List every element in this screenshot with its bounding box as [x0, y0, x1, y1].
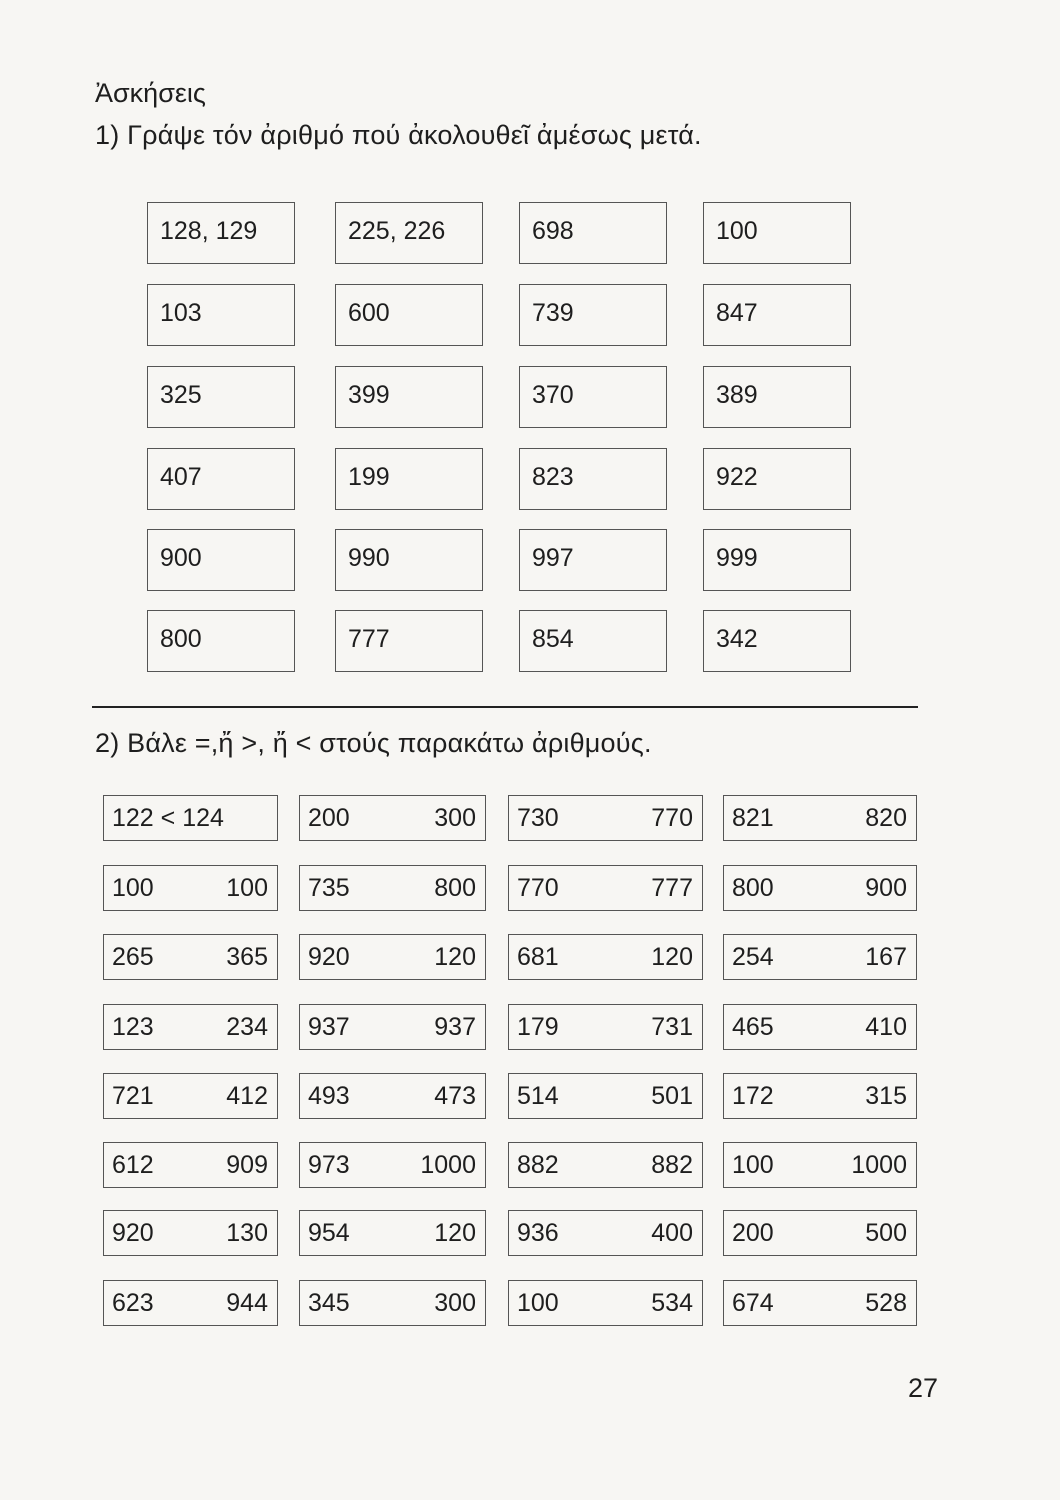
left-number: 770	[517, 874, 559, 902]
answer-box	[519, 202, 667, 264]
left-number: 123	[112, 1013, 154, 1041]
right-number: 820	[865, 804, 907, 832]
right-number: 500	[865, 1219, 907, 1247]
given-number: 739	[532, 299, 574, 327]
answer-box	[335, 202, 483, 264]
answer-box	[147, 448, 295, 510]
comparison-box	[299, 1073, 486, 1119]
comparison-box	[103, 1142, 278, 1188]
answer-box	[147, 610, 295, 672]
left-number: 179	[517, 1013, 559, 1041]
left-number: 681	[517, 943, 559, 971]
right-number: 400	[651, 1219, 693, 1247]
given-number: 103	[160, 299, 202, 327]
comparison-box	[508, 1073, 703, 1119]
answer-box	[703, 284, 851, 346]
comparison-box	[723, 795, 917, 841]
comparison-box	[299, 934, 486, 980]
comparison-box	[103, 1280, 278, 1326]
comparison-box	[299, 795, 486, 841]
comparison-box	[508, 795, 703, 841]
answer-box	[519, 284, 667, 346]
comparison-box	[723, 1073, 917, 1119]
comparison-box	[508, 1004, 703, 1050]
left-number: 612	[112, 1151, 154, 1179]
answer-box	[147, 284, 295, 346]
right-number: 120	[651, 943, 693, 971]
answer-box	[703, 448, 851, 510]
comparison-box	[508, 865, 703, 911]
answer-box	[335, 529, 483, 591]
left-number: 882	[517, 1151, 559, 1179]
left-number: 265	[112, 943, 154, 971]
right-number: 100	[226, 874, 268, 902]
left-number: 345	[308, 1289, 350, 1317]
right-number: 1000	[420, 1151, 476, 1179]
given-number: 370	[532, 381, 574, 409]
given-number: 225, 226	[348, 217, 446, 245]
left-number: 465	[732, 1013, 774, 1041]
comparison-box	[299, 1210, 486, 1256]
right-number: 909	[226, 1151, 268, 1179]
answer-box	[147, 529, 295, 591]
right-number: 315	[865, 1082, 907, 1110]
answer-box	[519, 529, 667, 591]
left-number: 821	[732, 804, 774, 832]
comparison-box	[103, 1004, 278, 1050]
answer-box	[703, 202, 851, 264]
given-number: 922	[716, 463, 758, 491]
given-number: 997	[532, 544, 574, 572]
comparison-box	[723, 865, 917, 911]
given-number: 399	[348, 381, 390, 409]
left-number: 100	[112, 874, 154, 902]
right-number: 534	[651, 1289, 693, 1317]
right-number: 300	[434, 1289, 476, 1317]
section-title: Ἀσκήσεις	[95, 78, 206, 108]
right-number: 900	[865, 874, 907, 902]
given-number: 990	[348, 544, 390, 572]
comparison-box	[103, 1210, 278, 1256]
comparison-box	[723, 1280, 917, 1326]
left-number: 721	[112, 1082, 154, 1110]
given-number: 900	[160, 544, 202, 572]
left-number: 937	[308, 1013, 350, 1041]
right-number: 528	[865, 1289, 907, 1317]
comparison-box	[103, 1073, 278, 1119]
given-number: 199	[348, 463, 390, 491]
comparison-box	[723, 1210, 917, 1256]
comparison-box	[103, 795, 278, 841]
page-number: 27	[907, 1373, 938, 1403]
left-number: 623	[112, 1289, 154, 1317]
comparison-box	[723, 1142, 917, 1188]
left-number: 200	[732, 1219, 774, 1247]
given-number: 342	[716, 625, 758, 653]
right-number: 473	[434, 1082, 476, 1110]
given-number: 325	[160, 381, 202, 409]
right-number: 1000	[851, 1151, 907, 1179]
left-number: 674	[732, 1289, 774, 1317]
given-number: 407	[160, 463, 202, 491]
given-number: 823	[532, 463, 574, 491]
given-number: 389	[716, 381, 758, 409]
left-number: 514	[517, 1082, 559, 1110]
comparison-box	[299, 1142, 486, 1188]
section-divider	[92, 706, 918, 708]
right-number: 120	[434, 943, 476, 971]
right-number: 412	[226, 1082, 268, 1110]
right-number: 777	[651, 874, 693, 902]
right-number: 882	[651, 1151, 693, 1179]
left-number: 730	[517, 804, 559, 832]
comparison-box	[508, 1210, 703, 1256]
left-number: 254	[732, 943, 774, 971]
answer-box	[147, 202, 295, 264]
comparison-box	[723, 934, 917, 980]
given-number: 128, 129	[160, 217, 258, 245]
comparison-box	[299, 865, 486, 911]
right-number: 944	[226, 1289, 268, 1317]
comparison-box	[508, 1280, 703, 1326]
given-number: 999	[716, 544, 758, 572]
given-number: 698	[532, 217, 574, 245]
left-number: 735	[308, 874, 350, 902]
answer-box	[703, 610, 851, 672]
answer-box	[335, 448, 483, 510]
right-number: 167	[865, 943, 907, 971]
left-number: 936	[517, 1219, 559, 1247]
right-number: 731	[651, 1013, 693, 1041]
left-number: 122 < 124	[112, 804, 224, 832]
answer-box	[519, 448, 667, 510]
given-number: 800	[160, 625, 202, 653]
given-number: 600	[348, 299, 390, 327]
left-number: 800	[732, 874, 774, 902]
comparison-box	[299, 1004, 486, 1050]
exercise1-instruction: 1) Γράψε τόν ἀριθμό πού ἀκολουθεῖ ἀμέσως μετά.	[95, 120, 702, 150]
right-number: 501	[651, 1082, 693, 1110]
right-number: 770	[651, 804, 693, 832]
left-number: 920	[308, 943, 350, 971]
given-number: 847	[716, 299, 758, 327]
left-number: 172	[732, 1082, 774, 1110]
left-number: 100	[732, 1151, 774, 1179]
right-number: 120	[434, 1219, 476, 1247]
answer-box	[703, 529, 851, 591]
comparison-box	[723, 1004, 917, 1050]
given-number: 100	[716, 217, 758, 245]
comparison-box	[299, 1280, 486, 1326]
answer-box	[703, 366, 851, 428]
left-number: 100	[517, 1289, 559, 1317]
right-number: 800	[434, 874, 476, 902]
left-number: 954	[308, 1219, 350, 1247]
left-number: 973	[308, 1151, 350, 1179]
right-number: 130	[226, 1219, 268, 1247]
given-number: 854	[532, 625, 574, 653]
comparison-box	[103, 934, 278, 980]
exercise2-instruction: 2) Βάλε =,ἤ >, ἤ < στούς παρακάτω ἀριθμούς.	[95, 728, 652, 758]
answer-box	[519, 366, 667, 428]
left-number: 200	[308, 804, 350, 832]
right-number: 365	[226, 943, 268, 971]
comparison-box	[508, 934, 703, 980]
answer-box	[147, 366, 295, 428]
left-number: 920	[112, 1219, 154, 1247]
left-number: 493	[308, 1082, 350, 1110]
answer-box	[519, 610, 667, 672]
answer-box	[335, 366, 483, 428]
right-number: 234	[226, 1013, 268, 1041]
given-number: 777	[348, 625, 390, 653]
right-number: 410	[865, 1013, 907, 1041]
comparison-box	[508, 1142, 703, 1188]
right-number: 937	[434, 1013, 476, 1041]
answer-box	[335, 284, 483, 346]
right-number: 300	[434, 804, 476, 832]
comparison-box	[103, 865, 278, 911]
answer-box	[335, 610, 483, 672]
